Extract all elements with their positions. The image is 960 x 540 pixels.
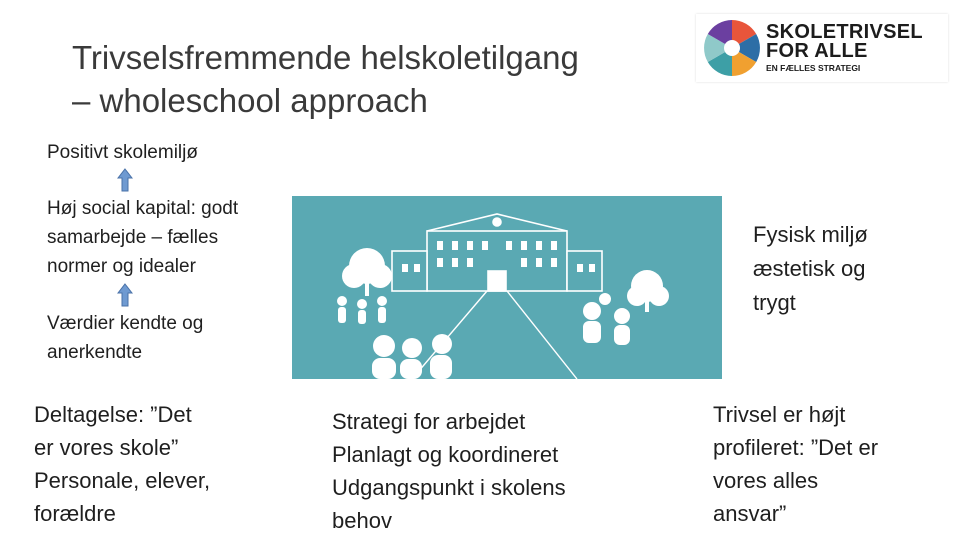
- school-illustration: [292, 196, 722, 379]
- participation-line-4: forældre: [34, 501, 116, 526]
- wellbeing-line-3: vores alles: [713, 468, 819, 493]
- participation-line-1: Deltagelse: ”Det: [34, 402, 192, 427]
- physical-line-3: trygt: [753, 290, 796, 315]
- stack-item-values: Værdier kendte og anerkendte: [47, 313, 204, 363]
- up-arrow-icon: [117, 283, 133, 307]
- strategy-text: [332, 405, 622, 537]
- strategy-line-2: Planlagt og koordineret: [332, 442, 559, 467]
- wellbeing-line-4: ansvar”: [713, 501, 787, 526]
- logo-text-line-2: FOR ALLE: [766, 40, 868, 62]
- participation-line-2: er vores skole”: [34, 435, 179, 460]
- slide-title: [72, 36, 672, 122]
- participation-line-3: Personale, elever,: [34, 468, 211, 493]
- logo-text-line-1: SKOLETRIVSEL: [766, 21, 923, 43]
- wellbeing-line-2: profileret: ”Det er: [713, 435, 879, 460]
- logo-mark-icon: [704, 20, 760, 76]
- physical-line-2: æstetisk og: [753, 256, 866, 281]
- up-arrow-icon: [117, 168, 133, 192]
- wellbeing-profile-text: [713, 398, 943, 530]
- participation-text: [34, 398, 274, 530]
- wellbeing-line-1: Trivsel er højt: [713, 402, 846, 427]
- strategy-line-1: Strategi for arbejdet: [332, 409, 526, 434]
- logo-tagline: EN FÆLLES STRATEGI: [766, 63, 861, 73]
- physical-environment-text: [753, 218, 943, 320]
- physical-line-1: Fysisk miljø: [753, 222, 868, 247]
- strategy-line-4: behov: [332, 508, 392, 533]
- title-line-1: Trivselsfremmende helskoletilgang: [72, 39, 579, 76]
- stack-item-social-capital: Høj social kapital: godt samarbejde – fælles normer og idealer: [47, 198, 239, 277]
- strategy-line-3: Udgangspunkt i skolens: [332, 475, 566, 500]
- title-line-2: – wholeschool approach: [72, 82, 428, 119]
- skoletrivsel-logo: [696, 14, 948, 82]
- stack-item-positive-environment: Positivt skolemiljø: [47, 142, 198, 163]
